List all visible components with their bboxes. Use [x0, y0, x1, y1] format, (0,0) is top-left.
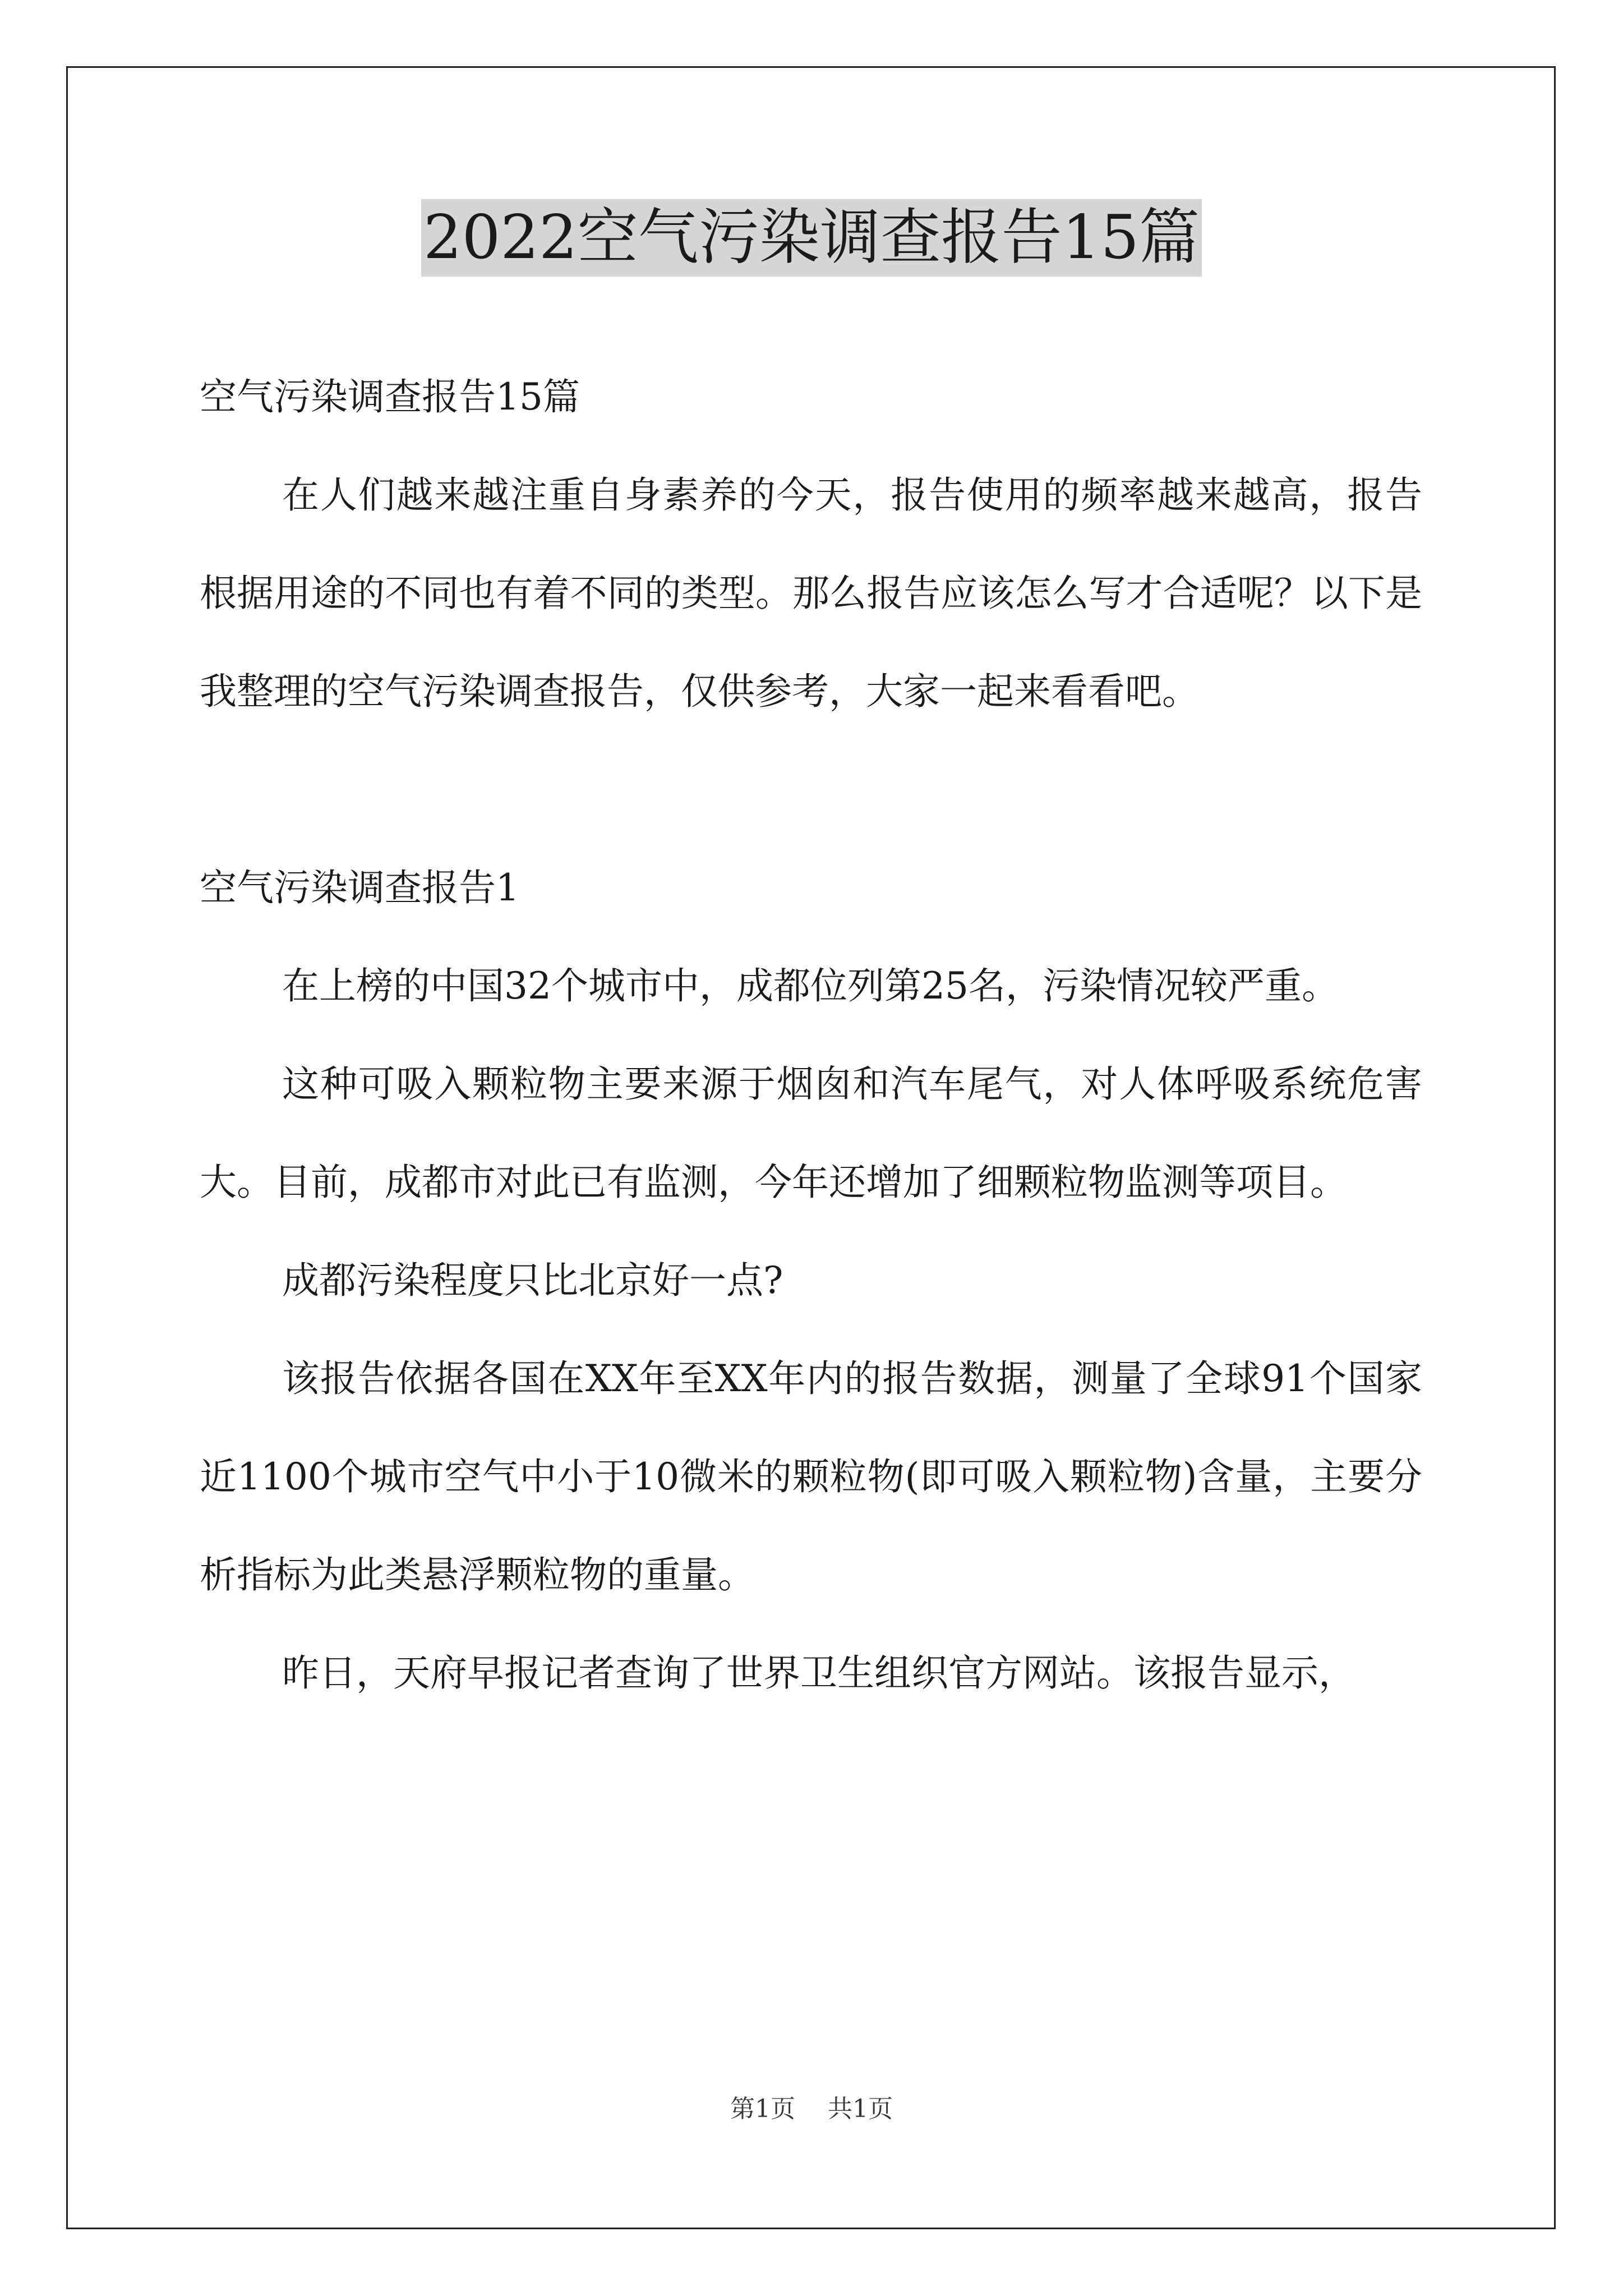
body-paragraph: 在上榜的中国32个城市中，成都位列第25名，污染情况较严重。	[282, 964, 1339, 1007]
intro-paragraph: 在人们越来越注重自身素养的今天，报告使用的频率越来越高，报告根据用途的不同也有着不同的类型。那么报告应该怎么写才合适呢？以下是我整理的空气污染调查报告，仅供参考，大家一起来看看吧。	[200, 473, 1422, 713]
body-paragraph: 这种可吸入颗粒物主要来源于烟囱和汽车尾气，对人体呼吸系统危害大。目前，成都市对此已有监测，今年还增加了细颗粒物监测等项目。	[200, 1062, 1422, 1204]
body-paragraph: 该报告依据各国在XX年至XX年内的报告数据，测量了全球91个国家近1100个城市空气中小于10微米的颗粒物(即可吸入颗粒物)含量，主要分析指标为此类悬浮颗粒物的重量。	[200, 1357, 1422, 1596]
document-body	[200, 348, 1422, 1722]
body-paragraph: 成都污染程度只比北京好一点?	[282, 1259, 783, 1302]
document-title: 2022空气污染调查报告15篇	[421, 199, 1202, 277]
body-paragraph: 昨日，天府早报记者查询了世界卫生组织官方网站。该报告显示，	[282, 1651, 1355, 1695]
title-container	[0, 199, 1623, 277]
page-number: 第1页	[730, 2095, 795, 2123]
subtitle: 空气污染调查报告15篇	[200, 375, 580, 418]
page-footer	[0, 2092, 1623, 2126]
page-total: 共1页	[828, 2095, 893, 2123]
section-heading: 空气污染调查报告1	[200, 866, 519, 909]
